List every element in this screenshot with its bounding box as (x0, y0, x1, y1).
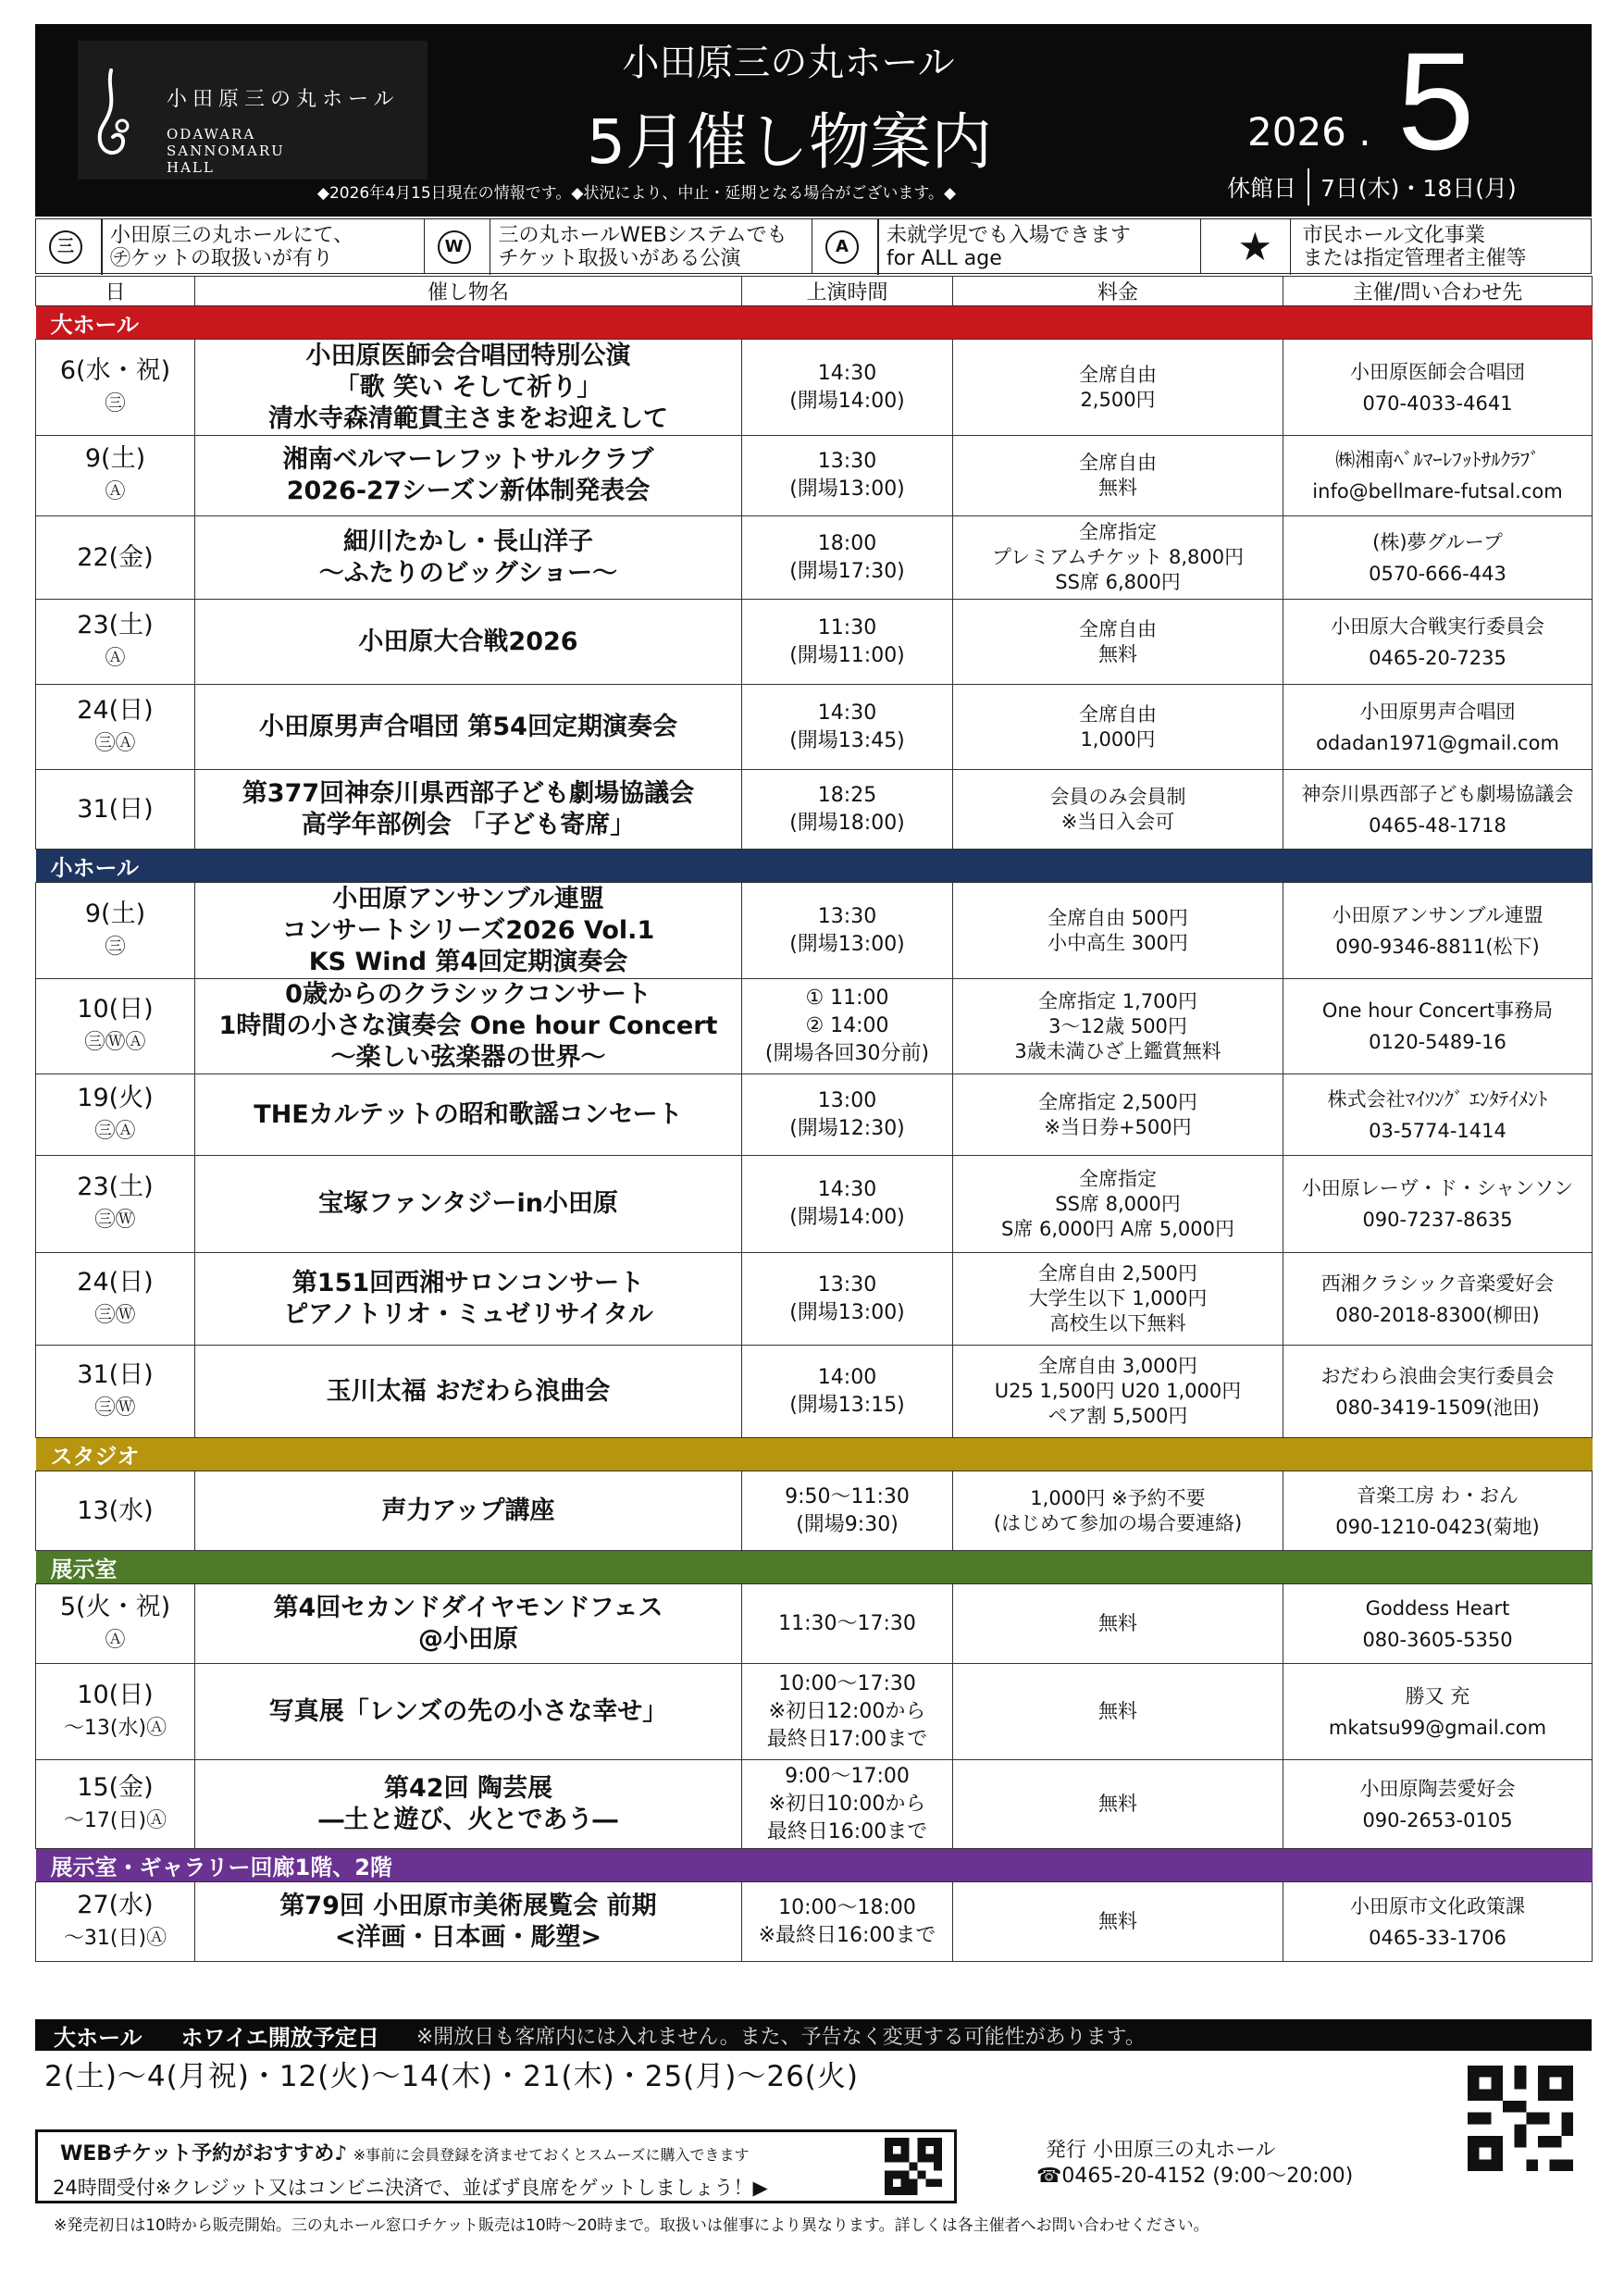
publisher-name: 発行 小田原三の丸ホール (1046, 2139, 1276, 2162)
event-time: 14:30 (開場14:00) (742, 1156, 953, 1253)
event-row (36, 1882, 1593, 1962)
event-row (36, 600, 1593, 685)
events-table (35, 276, 1593, 1962)
event-name: 第42回 陶芸展 ―土と遊び、火とであう― (195, 1760, 742, 1849)
event-name: 湘南ベルマーレフットサルクラブ 2026-27シーズン新体制発表会 (195, 436, 742, 516)
closed-days (1227, 166, 1517, 208)
table-header (36, 277, 1593, 306)
logo-mark-icon (91, 67, 137, 163)
col-time: 上演時間 (742, 277, 953, 306)
event-date: 22(金) (36, 516, 195, 600)
event-name: 写真展「レンズの先の小さな幸せ」 (195, 1664, 742, 1760)
event-organizer: Goddess Heart 080-3605-5350 (1283, 1584, 1593, 1664)
web-ticket-box[interactable] (35, 2129, 957, 2203)
event-organizer: 小田原アンサンブル連盟 090-9346-8811(松下) (1283, 883, 1593, 979)
event-fee: 全席自由 3,000円 U25 1,500円 U20 1,000円 ペア割 5,500円 (953, 1346, 1283, 1438)
event-organizer: 小田原市文化政策課 0465-33-1706 (1283, 1882, 1593, 1962)
event-fee: 無料 (953, 1664, 1283, 1760)
event-name: 玉川太福 おだわら浪曲会 (195, 1346, 742, 1438)
foyer-banner (35, 2019, 1592, 2051)
event-row (36, 340, 1593, 436)
event-name: 0歳からのクラシックコンサート 1時間の小さな演奏会 One hour Concert ～楽しい弦楽器の世界～ (195, 979, 742, 1074)
event-date: 31(日) ㊂Ⓦ (36, 1346, 195, 1438)
web-ticket-line: 24時間受付※クレジット又はコンビニ決済で、並ばず良席をゲットしましょう！▶ (53, 2177, 768, 2199)
event-time: 9:50～11:30 (開場9:30) (742, 1471, 953, 1551)
event-row (36, 770, 1593, 850)
event-date: 9(土) ㊂ (36, 883, 195, 979)
event-time: 13:30 (開場13:00) (742, 883, 953, 979)
section-title: 小ホール (36, 850, 1593, 883)
event-time: 18:00 (開場17:30) (742, 516, 953, 600)
event-fee: 全席自由 500円 小中高生 300円 (953, 883, 1283, 979)
legend (35, 218, 1592, 274)
qr-code-icon[interactable] (885, 2136, 942, 2197)
event-organizer: One hour Concert事務局 0120-5489-16 (1283, 979, 1593, 1074)
event-name: 細川たかし・長山洋子 ～ふたりのビッグショー～ (195, 516, 742, 600)
event-fee: 無料 (953, 1882, 1283, 1962)
event-time: 11:30 (開場11:00) (742, 600, 953, 685)
event-row (36, 1156, 1593, 1253)
legend-item (1201, 219, 1592, 273)
section-title: 大ホール (36, 306, 1593, 340)
event-date: 10(日) ～13(水)Ⓐ (36, 1664, 195, 1760)
event-organizer: 西湘クラシック音楽愛好会 080-2018-8300(柳田) (1283, 1253, 1593, 1346)
event-row (36, 979, 1593, 1074)
event-fee: 全席自由 無料 (953, 600, 1283, 685)
event-date: 24(日) ㊂Ⓐ (36, 685, 195, 770)
event-date: 10(日) ㊂ⓌⒶ (36, 979, 195, 1074)
web-icon: W (438, 230, 471, 264)
event-name: 声力アップ講座 (195, 1471, 742, 1551)
event-date: 15(金) ～17(日)Ⓐ (36, 1760, 195, 1849)
foyer-title: ホワイエ開放予定日 (180, 2024, 379, 2051)
closed-label: 休館日 (1227, 175, 1297, 202)
event-fee: 全席指定 1,700円 3～12歳 500円 3歳未満ひざ上鑑賞無料 (953, 979, 1283, 1074)
event-name: 小田原医師会合唱団特別公演 「歌 笑い そして祈り」 清水寺森清範貫主さまをお迎えして (195, 340, 742, 436)
event-time: 18:25 (開場18:00) (742, 770, 953, 850)
event-date: 13(水) (36, 1471, 195, 1551)
event-organizer: 小田原大合戦実行委員会 0465-20-7235 (1283, 600, 1593, 685)
col-fee: 料金 (953, 277, 1283, 306)
legend-text: 市民ホール文化事業 または指定管理者主催等 (1302, 224, 1527, 270)
closed-dates: 7日(木)・18日(月) (1320, 175, 1517, 202)
section-header (36, 850, 1593, 883)
col-event: 催し物名 (195, 277, 742, 306)
event-date: 9(土) Ⓐ (36, 436, 195, 516)
logo-text-ja: 小田原三の丸ホール (167, 88, 400, 111)
event-time: 13:30 (開場13:00) (742, 1253, 953, 1346)
event-row (36, 685, 1593, 770)
event-organizer: 音楽工房 わ・おん 090-1210-0423(菊地) (1283, 1471, 1593, 1551)
event-fee: 会員のみ会員制 ※当日入会可 (953, 770, 1283, 850)
event-date: 24(日) ㊂Ⓦ (36, 1253, 195, 1346)
event-time: 10:00～18:00 ※最終日16:00まで (742, 1882, 953, 1962)
event-fee: 無料 (953, 1760, 1283, 1849)
all-age-icon: A (825, 230, 859, 264)
event-organizer: 神奈川県西部子ども劇場協議会 0465-48-1718 (1283, 770, 1593, 850)
month-number: 5 (1397, 23, 1475, 179)
event-name: 小田原アンサンブル連盟 コンサートシリーズ2026 Vol.1 KS Wind 第4回定期演奏会 (195, 883, 742, 979)
event-organizer: 勝又 充 mkatsu99@gmail.com (1283, 1664, 1593, 1760)
legend-text: 小田原三の丸ホールにて、 ㋠ケットの取扱いが有り (110, 224, 354, 270)
event-name: 第4回セカンドダイヤモンドフェス @小田原 (195, 1584, 742, 1664)
event-time: 14:30 (開場14:00) (742, 340, 953, 436)
event-organizer: おだわら浪曲会実行委員会 080-3419-1509(池田) (1283, 1346, 1593, 1438)
event-fee: 全席自由 2,500円 大学生以下 1,000円 高校生以下無料 (953, 1253, 1283, 1346)
event-row (36, 436, 1593, 516)
col-organizer: 主催/問い合わせ先 (1283, 277, 1593, 306)
mitsu-icon: 三 (49, 230, 82, 264)
star-icon: ★ (1237, 224, 1273, 269)
event-name: 第151回西湘サロンコンサート ピアノトリオ・ミュゼリサイタル (195, 1253, 742, 1346)
event-fee: 全席指定 プレミアムチケット 8,800円 SS席 6,800円 (953, 516, 1283, 600)
event-time: 14:30 (開場13:45) (742, 685, 953, 770)
legend-text: 未就学児でも入場できます for ALL age (886, 224, 1132, 270)
event-name: THEカルテットの昭和歌謡コンセート (195, 1074, 742, 1156)
event-name: 宝塚ファンタジーin小田原 (195, 1156, 742, 1253)
page-title: 5月催し物案内 (587, 106, 992, 178)
event-date: 19(火) ㊂Ⓐ (36, 1074, 195, 1156)
foyer-label: 大ホール (54, 2024, 143, 2051)
section-header (36, 1438, 1593, 1471)
event-fee: 全席指定 2,500円 ※当日券+500円 (953, 1074, 1283, 1156)
event-fee: 全席自由 2,500円 (953, 340, 1283, 436)
footer-note: ※発売初日は10時から販売開始。三の丸ホール窓口チケット販売は10時～20時まで。取扱いは催事により異なります。詳しくは各主催者へお問い合わせください。 (54, 2216, 1209, 2235)
event-time: 10:00～17:30 ※初日12:00から 最終日17:00まで (742, 1664, 953, 1760)
event-organizer: ㈱湘南ﾍﾞﾙﾏｰﾚﾌｯﾄｻﾙｸﾗﾌﾞ info@bellmare-futsal.com (1283, 436, 1593, 516)
event-organizer: 株式会社ﾏｲｿﾝｸﾞ ｴﾝﾀﾃｲﾒﾝﾄ 03-5774-1414 (1283, 1074, 1593, 1156)
section-title: 展示室・ギャラリー回廊1階、2階 (36, 1849, 1593, 1882)
event-row (36, 883, 1593, 979)
year: 2026 . (1247, 109, 1371, 155)
event-date: 31(日) (36, 770, 195, 850)
event-organizer: 小田原レーヴ・ド・シャンソン 090-7237-8635 (1283, 1156, 1593, 1253)
info-note: ◆2026年4月15日現在の情報です。◆状況により、中止・延期となる場合がございます。◆ (316, 184, 957, 203)
event-organizer: 小田原陶芸愛好会 090-2653-0105 (1283, 1760, 1593, 1849)
event-date: 27(水) ～31(日)Ⓐ (36, 1882, 195, 1962)
publisher (1036, 2138, 1353, 2190)
event-name: 小田原大合戦2026 (195, 600, 742, 685)
event-date: 6(水・祝) ㊂ (36, 340, 195, 436)
event-time: 11:30～17:30 (742, 1584, 953, 1664)
event-organizer: 小田原男声合唱団 odadan1971@gmail.com (1283, 685, 1593, 770)
event-fee: 全席指定 SS席 8,000円 S席 6,000円 A席 5,000円 (953, 1156, 1283, 1253)
event-row (36, 1760, 1593, 1849)
event-row (36, 1664, 1593, 1760)
event-name: 第377回神奈川県西部子ども劇場協議会 高学年部例会 「子ども寄席」 (195, 770, 742, 850)
legend-item (425, 219, 813, 273)
header-banner (35, 24, 1592, 217)
section-header (36, 1551, 1593, 1584)
section-header (36, 306, 1593, 340)
web-ticket-title: WEBチケット予約がおすすめ♪ ※事前に会員登録を済ませておくとスムーズに購入できます (60, 2142, 750, 2166)
event-name: 第79回 小田原市美術展覧会 前期 <洋画・日本画・彫塑> (195, 1882, 742, 1962)
event-time: 13:30 (開場13:00) (742, 436, 953, 516)
foyer-note: ※開放日も客席内には入れません。また、予告なく変更する可能性があります。 (415, 2025, 1146, 2049)
logo-text-en: ODAWARA SANNOMARU HALL (167, 126, 285, 176)
legend-text: 三の丸ホールWEBシステムでも チケット取扱いがある公演 (498, 224, 787, 270)
event-time: 13:00 (開場12:30) (742, 1074, 953, 1156)
event-time: 14:00 (開場13:15) (742, 1346, 953, 1438)
event-row (36, 1074, 1593, 1156)
event-fee: 無料 (953, 1584, 1283, 1664)
legend-item (812, 219, 1201, 273)
event-fee: 全席自由 1,000円 (953, 685, 1283, 770)
event-name: 小田原男声合唱団 第54回定期演奏会 (195, 685, 742, 770)
event-time: ① 11:00 ② 14:00 (開場各回30分前) (742, 979, 953, 1074)
hall-name: 小田原三の丸ホール (622, 42, 955, 84)
foyer-dates: 2(土)～4(月祝)・12(火)～14(木)・21(木)・25(月)～26(火) (44, 2060, 859, 2093)
section-header (36, 1849, 1593, 1882)
event-row (36, 1346, 1593, 1438)
legend-item (36, 219, 425, 273)
event-fee: 全席自由 無料 (953, 436, 1283, 516)
event-organizer: (株)夢グループ 0570-666-443 (1283, 516, 1593, 600)
section-title: スタジオ (36, 1438, 1593, 1471)
event-row (36, 1471, 1593, 1551)
event-row (36, 1584, 1593, 1664)
qr-code-large-icon[interactable] (1468, 2066, 1573, 2171)
event-row (36, 516, 1593, 600)
event-organizer: 小田原医師会合唱団 070-4033-4641 (1283, 340, 1593, 436)
col-date: 日 (36, 277, 195, 306)
section-title: 展示室 (36, 1551, 1593, 1584)
event-date: 23(土) ㊂Ⓦ (36, 1156, 195, 1253)
event-date: 5(火・祝) Ⓐ (36, 1584, 195, 1664)
publisher-tel: ☎0465-20-4152 (9:00～20:00) (1036, 2165, 1354, 2188)
hall-logo (78, 41, 428, 180)
event-row (36, 1253, 1593, 1346)
event-time: 9:00～17:00 ※初日10:00から 最終日16:00まで (742, 1760, 953, 1849)
event-fee: 1,000円 ※予約不要 (はじめて参加の場合要連絡) (953, 1471, 1283, 1551)
event-date: 23(土) Ⓐ (36, 600, 195, 685)
